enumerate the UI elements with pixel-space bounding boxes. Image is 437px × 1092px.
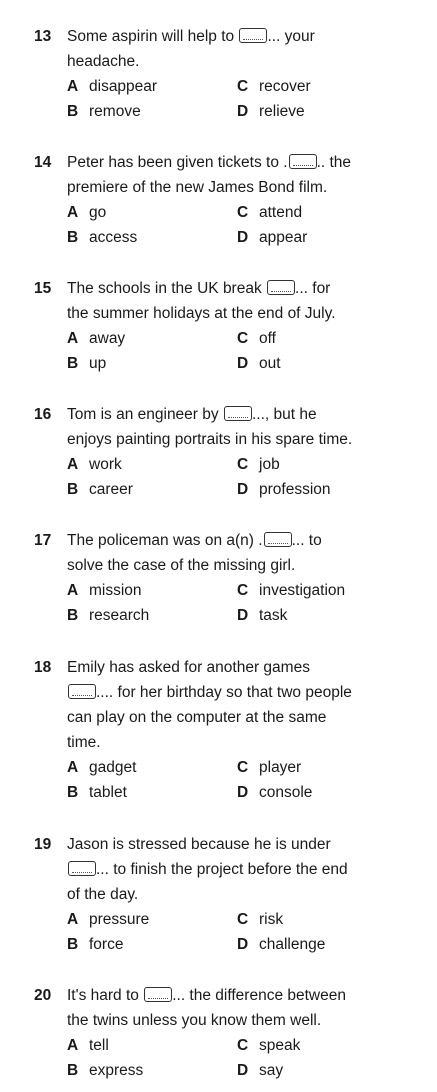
option-text: speak [259,1037,301,1054]
question-line [67,1008,417,1033]
option-text: out [259,355,281,372]
question-line [67,705,417,730]
option-d[interactable] [237,603,287,628]
question-text-after-blank: ... your [267,28,315,45]
option-text: appear [259,229,308,246]
option-c[interactable] [237,452,280,477]
question-text-before-blank: the summer holidays at the end of July. [67,305,336,322]
question-line [67,49,417,74]
question-text-before-blank: Tom is an engineer by [67,406,223,423]
answer-blank-box[interactable] [289,154,317,169]
option-letter: B [67,784,79,801]
question-text-before-blank: solve the case of the missing girl. [67,557,296,574]
option-text: career [89,481,133,498]
option-a[interactable] [67,907,149,932]
question-line [67,276,417,301]
option-letter: C [237,330,249,347]
option-letter: C [237,1037,249,1054]
option-letter: D [237,607,249,624]
option-a[interactable] [67,578,142,603]
option-letter: A [67,582,79,599]
option-text: express [89,1062,144,1079]
option-letter: D [237,355,249,372]
question-text [67,24,417,74]
option-letter: A [67,1037,79,1054]
option-letter: D [237,103,249,120]
option-letter: C [237,204,249,221]
option-c[interactable] [237,326,276,351]
question-text-before-blank: Some aspirin will help to [67,28,239,45]
option-a[interactable] [67,326,125,351]
option-text: work [89,456,122,473]
option-letter: D [237,229,249,246]
option-c[interactable] [237,74,311,99]
option-text: attend [259,204,303,221]
option-letter: D [237,481,249,498]
question-text-after-blank: ..., but he [251,406,317,423]
question-number: 19 [34,836,52,853]
option-text: investigation [259,582,346,599]
question-text-after-blank: ... to [291,532,322,549]
question-text-before-blank: the twins unless you know them well. [67,1012,322,1029]
question-text-before-blank: Peter has been given tickets to . [67,154,288,171]
option-text: away [89,330,126,347]
option-letter: C [237,582,249,599]
option-d[interactable] [237,780,312,805]
option-d[interactable] [237,99,305,124]
question-line [67,150,417,175]
question-text-after-blank: .. the [316,154,352,171]
option-b[interactable] [67,603,149,628]
question-text [67,983,417,1033]
question-number: 13 [34,28,52,45]
option-letter: C [237,78,249,95]
option-d[interactable] [237,351,281,376]
question-line [67,680,417,705]
question-text-before-blank: of the day. [67,886,139,903]
question-text-after-blank: ... for [295,280,331,297]
option-c[interactable] [237,578,345,603]
option-letter: B [67,1062,79,1079]
option-letter: D [237,1062,249,1079]
question-text-before-blank: The policeman was on a(n) . [67,532,263,549]
question-text-before-blank: time. [67,734,101,751]
option-b[interactable] [67,351,106,376]
option-a[interactable] [67,452,122,477]
question-line [67,655,417,680]
option-text: console [259,784,313,801]
answer-blank-box[interactable] [68,861,96,876]
option-text: pressure [89,911,150,928]
option-b[interactable] [67,932,123,957]
option-letter: D [237,784,249,801]
option-text: tablet [89,784,127,801]
question-number: 14 [34,154,52,171]
question-text-before-blank: Jason is stressed because he is under [67,836,331,853]
question-line [67,832,417,857]
question-text [67,528,417,578]
question-text-before-blank: headache. [67,53,140,70]
question-text [67,655,417,755]
option-letter: B [67,607,79,624]
question-number: 17 [34,532,52,549]
option-text: force [89,936,124,953]
question-text [67,150,417,200]
option-b[interactable] [67,477,133,502]
option-letter: B [67,481,79,498]
option-letter: B [67,103,79,120]
option-letter: C [237,759,249,776]
option-letter: B [67,229,79,246]
option-c[interactable] [237,200,302,225]
option-text: go [89,204,107,221]
option-text: gadget [89,759,137,776]
option-b[interactable] [67,99,141,124]
option-text: job [259,456,280,473]
answer-blank-box[interactable] [224,406,252,421]
question-line [67,175,417,200]
question-number: 20 [34,987,52,1004]
option-text: challenge [259,936,326,953]
question-number: 16 [34,406,52,423]
option-letter: A [67,204,79,221]
question-line [67,730,417,755]
option-letter: A [67,78,79,95]
option-d[interactable] [237,932,325,957]
answer-blank-box[interactable] [144,987,172,1002]
option-c[interactable] [237,755,301,780]
option-letter: C [237,456,249,473]
option-text: risk [259,911,284,928]
option-d[interactable] [237,1058,283,1083]
answer-blank-box[interactable] [267,280,295,295]
option-b[interactable] [67,1058,143,1083]
option-d[interactable] [237,225,307,250]
option-text: relieve [259,103,305,120]
option-text: up [89,355,107,372]
option-text: off [259,330,276,347]
question-text-after-blank: ... the difference between [172,987,346,1004]
question-text-before-blank: enjoys painting portraits in his spare time. [67,431,353,448]
option-c[interactable] [237,1033,300,1058]
question-line [67,24,417,49]
question-line [67,301,417,326]
option-letter: A [67,759,79,776]
question-text-before-blank: It's hard to [67,987,144,1004]
option-text: profession [259,481,331,498]
question-text [67,276,417,326]
question-text-before-blank: premiere of the new James Bond film. [67,179,328,196]
option-a[interactable] [67,74,157,99]
option-a[interactable] [67,200,106,225]
option-text: disappear [89,78,158,95]
question-text-before-blank: Emily has asked for another games [67,659,310,676]
option-c[interactable] [237,907,283,932]
option-text: player [259,759,302,776]
option-d[interactable] [237,477,331,502]
answer-blank-box[interactable] [264,532,292,547]
question-text-before-blank: can play on the computer at the same [67,709,327,726]
question-line [67,857,417,882]
option-text: recover [259,78,311,95]
question-number: 15 [34,280,52,297]
answer-blank-box[interactable] [68,684,96,699]
question-text-before-blank: The schools in the UK break [67,280,267,297]
question-line [67,983,417,1008]
option-text: remove [89,103,141,120]
question-number: 18 [34,659,52,676]
option-letter: A [67,330,79,347]
option-b[interactable] [67,780,127,805]
question-line [67,528,417,553]
answer-blank-box[interactable] [239,28,267,43]
option-a[interactable] [67,755,136,780]
option-letter: A [67,911,79,928]
question-text-after-blank: .... for her birthday so that two people [96,684,352,701]
question-line [67,402,417,427]
option-b[interactable] [67,225,137,250]
option-letter: D [237,936,249,953]
option-text: research [89,607,150,624]
option-letter: B [67,936,79,953]
option-letter: A [67,456,79,473]
question-line [67,553,417,578]
question-line [67,427,417,452]
option-text: access [89,229,138,246]
option-text: mission [89,582,142,599]
question-line [67,882,417,907]
option-text: task [259,607,288,624]
option-letter: C [237,911,249,928]
option-text: tell [89,1037,109,1054]
option-letter: B [67,355,79,372]
option-a[interactable] [67,1033,109,1058]
question-text [67,402,417,452]
option-text: say [259,1062,284,1079]
question-text-after-blank: ... to finish the project before the end [96,861,348,878]
question-text [67,832,417,907]
